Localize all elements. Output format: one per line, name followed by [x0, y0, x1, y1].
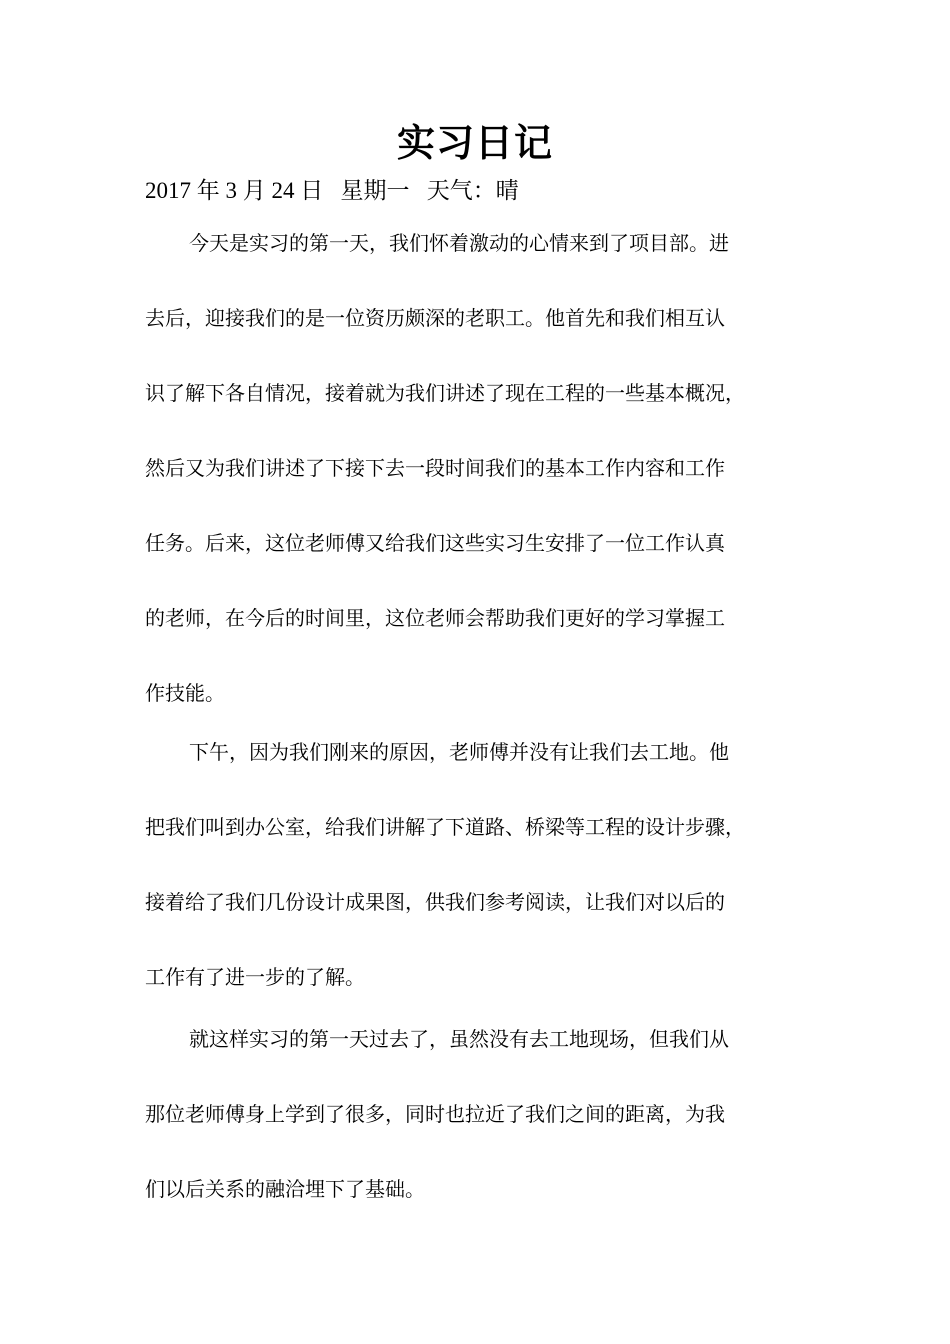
paragraph-line: 作技能。: [145, 681, 225, 705]
paragraph-line: 工作有了进一步的了解。: [145, 965, 365, 989]
paragraph-line: 今天是实习的第一天，我们怀着激动的心情来到了项目部。进: [189, 231, 729, 255]
paragraph-line: 那位老师傅身上学到了很多，同时也拉近了我们之间的距离，为我: [145, 1102, 725, 1126]
paragraph-line: 识了解下各自情况，接着就为我们讲述了现在工程的一些基本概况，: [145, 381, 745, 405]
date-weather-line: 2017 年 3 月 24 日 星期一 天气：晴: [145, 178, 519, 203]
paragraph-line: 把我们叫到办公室，给我们讲解了下道路、桥梁等工程的设计步骤，: [145, 815, 745, 839]
paragraph-line: 任务。后来，这位老师傅又给我们这些实习生安排了一位工作认真: [145, 531, 725, 555]
paragraph-line: 们以后关系的融洽埋下了基础。: [145, 1177, 425, 1201]
paragraph-line: 接着给了我们几份设计成果图，供我们参考阅读，让我们对以后的: [145, 890, 725, 914]
paragraph-afternoon: [145, 715, 825, 1015]
paragraph-line: 就这样实习的第一天过去了，虽然没有去工地现场，但我们从: [189, 1027, 729, 1051]
document-title: 实习日记: [396, 120, 553, 165]
paragraph-line: 下午，因为我们刚来的原因，老师傅并没有让我们去工地。他: [189, 740, 729, 764]
paragraph-summary: [145, 1002, 825, 1227]
paragraph-line: 然后又为我们讲述了下接下去一段时间我们的基本工作内容和工作: [145, 456, 725, 480]
paragraph-line: 去后，迎接我们的是一位资历颇深的老职工。他首先和我们相互认: [145, 306, 725, 330]
paragraph-line: 的老师，在今后的时间里，这位老师会帮助我们更好的学习掌握工: [145, 606, 725, 630]
paragraph-first-day-morning: [145, 206, 825, 731]
